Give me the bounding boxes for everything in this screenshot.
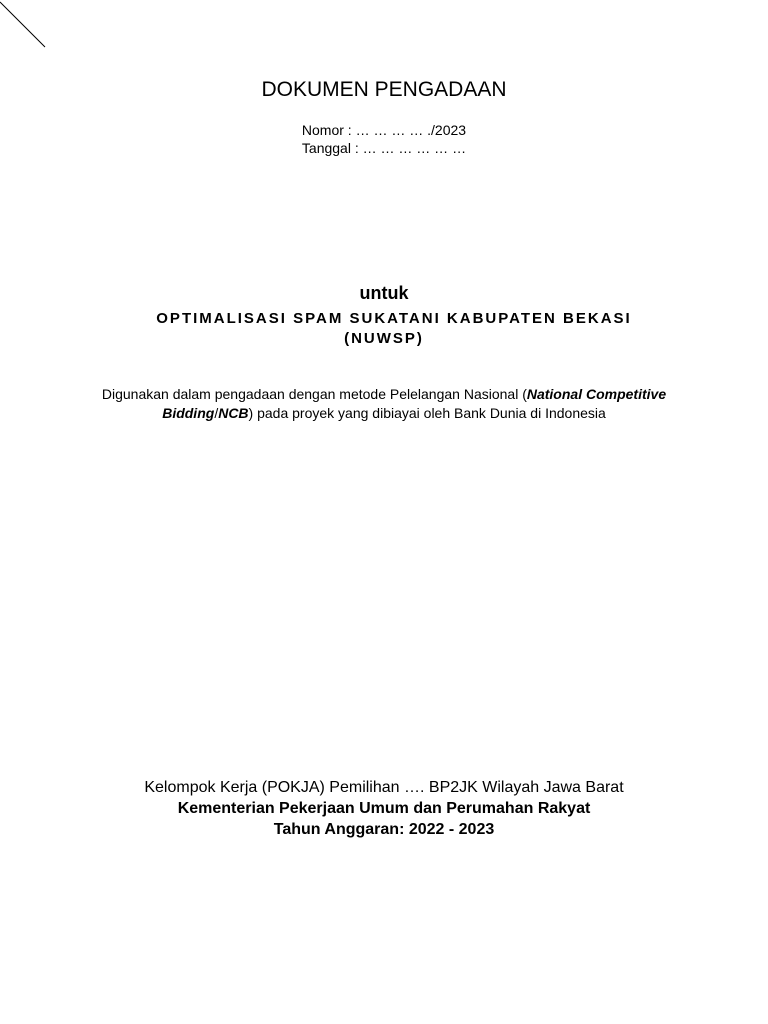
document-number: Nomor : … … … … ./2023 — [301, 122, 467, 138]
description-emphasis: National Competitive — [526, 386, 667, 402]
for-label: untuk — [359, 283, 409, 303]
corner-fold-line — [0, 0, 60, 60]
description-text: / — [214, 405, 219, 421]
footer-ministry: Kementerian Pekerjaan Umum dan Perumahan Rakyat — [177, 800, 591, 817]
project-title-line2: (NUWSP) — [344, 330, 424, 347]
description-emphasis: NCB — [218, 405, 249, 421]
footer-committee: Kelompok Kerja (POKJA) Pemilihan …. BP2JK Wilayah Jawa Barat — [144, 779, 624, 796]
footer-fiscal-year: Tahun Anggaran: 2022 - 2023 — [273, 821, 495, 838]
project-title-line1: OPTIMALISASI SPAM SUKATANI KABUPATEN BEKASI — [156, 310, 632, 327]
document-date: Tanggal : … … … … … … — [301, 140, 467, 156]
description-line1 — [0, 385, 768, 404]
document-title: DOKUMEN PENGADAAN — [261, 78, 507, 101]
description-text: ) pada proyek yang dibiayai oleh Bank Dunia di Indonesia — [248, 405, 606, 421]
description-line2 — [0, 404, 768, 423]
description-text: Digunakan dalam pengadaan dengan metode Pelelangan Nasional ( — [101, 386, 527, 402]
description-emphasis: Bidding — [162, 405, 215, 421]
